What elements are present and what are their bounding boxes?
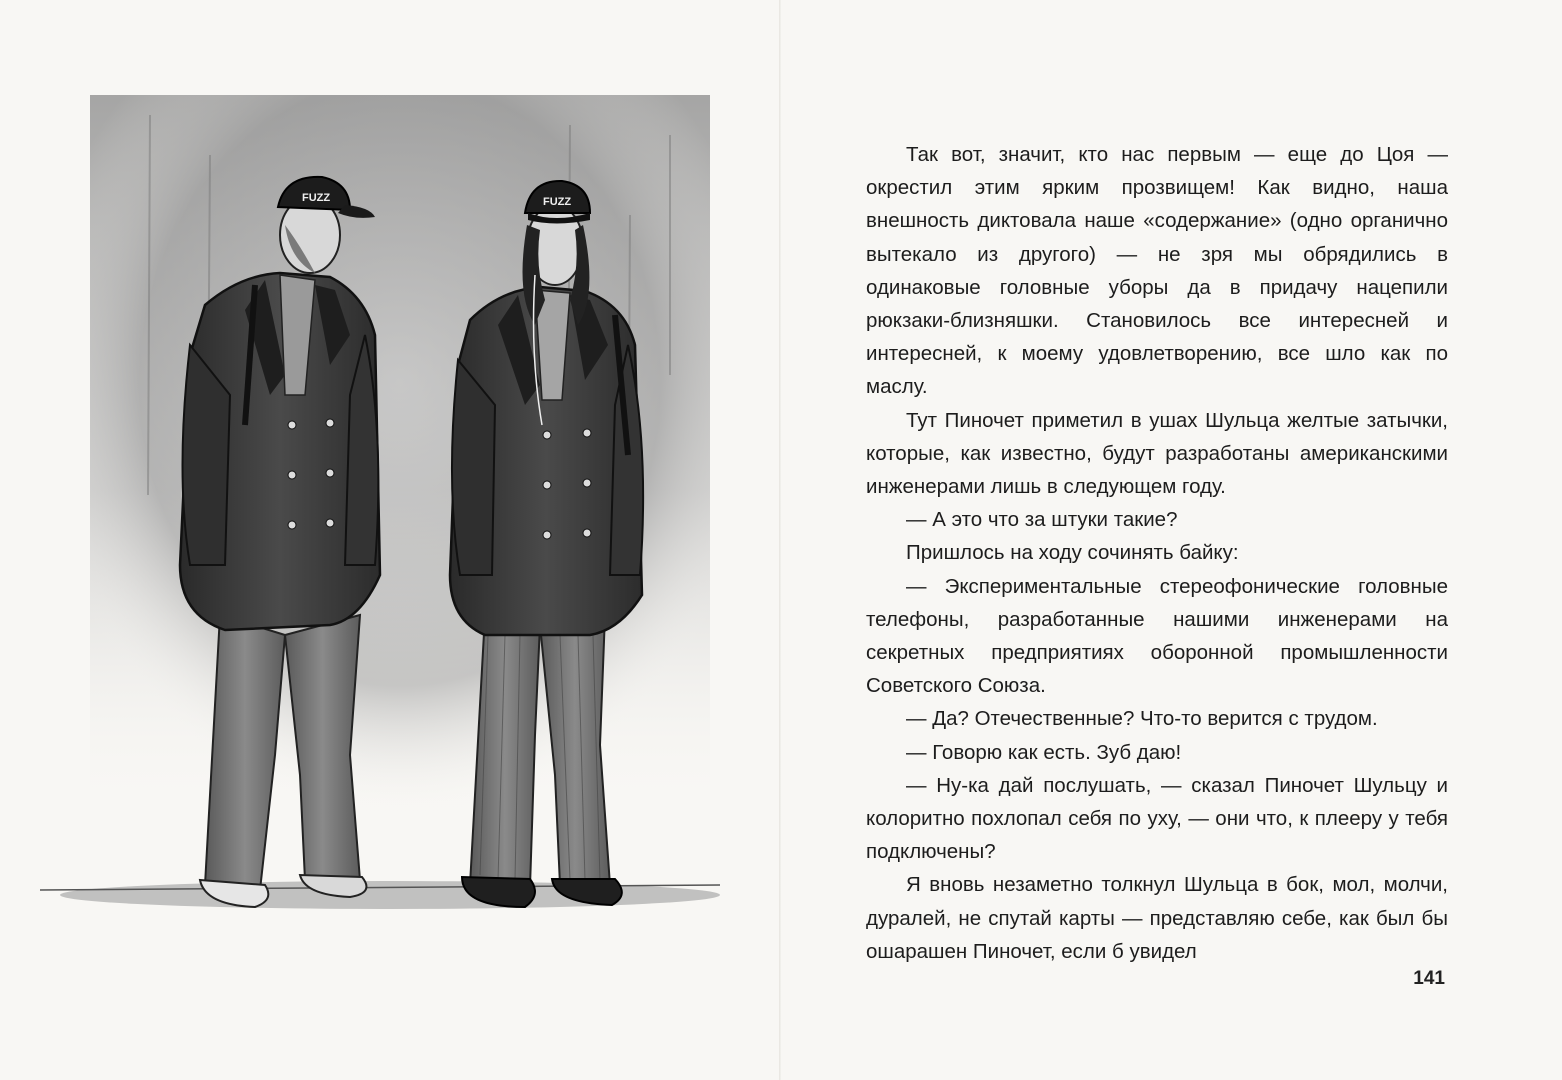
paragraph: Пришлось на ходу сочинять байку:	[906, 541, 1239, 565]
right-cap-logo: FUZZ	[543, 196, 572, 208]
left-cap-logo: FUZZ	[302, 192, 331, 204]
left-page	[0, 0, 780, 1080]
paragraph: Я вновь незаметно толкнул Шульца в бок, мол, молчи, дуралей, не спутай карты — представляю себе, как был бы ошарашен Пиночет, если б увидел	[866, 873, 1448, 963]
paragraph: — Экспериментальные стереофонические головные телефоны, разработанные нашими инженерами на секретных предприятиях оборонной промышленности Советского Союза.	[866, 574, 1448, 698]
illustration-two-men	[30, 95, 755, 955]
paragraph: Так вот, значит, кто нас первым — еще до Цоя — окрестил этим ярким прозвищем! Как видно, наша внешность диктовала наше «содержание» (одно органично вытекало из другого) — не зря мы обрядились в одинаковые головные уборы да в придачу нацепили рюкзаки-близняшки. Становилось все интересней и интересней, к моему удовлетворению, все шло как по маслу.	[866, 143, 1448, 399]
paragraph: — Ну-ка дай послушать, — сказал Пиночет Шульцу и колоритно похлопал себя по уху, — они что, к плееру у тебя подключены?	[866, 773, 1448, 864]
page-number: 141	[1413, 968, 1445, 989]
paragraph: — А это что за штуки такие?	[906, 508, 1178, 532]
paragraph: — Да? Отечественные? Что-то верится с трудом.	[906, 707, 1378, 731]
paragraph: Тут Пиночет приметил в ушах Шульца желтые затычки, которые, как известно, будут разработаны американскими инженерами лишь в следующем году.	[866, 408, 1448, 499]
paragraph: — Говорю как есть. Зуб даю!	[906, 740, 1182, 764]
right-page	[781, 0, 1562, 1080]
body-text	[866, 138, 1448, 968]
